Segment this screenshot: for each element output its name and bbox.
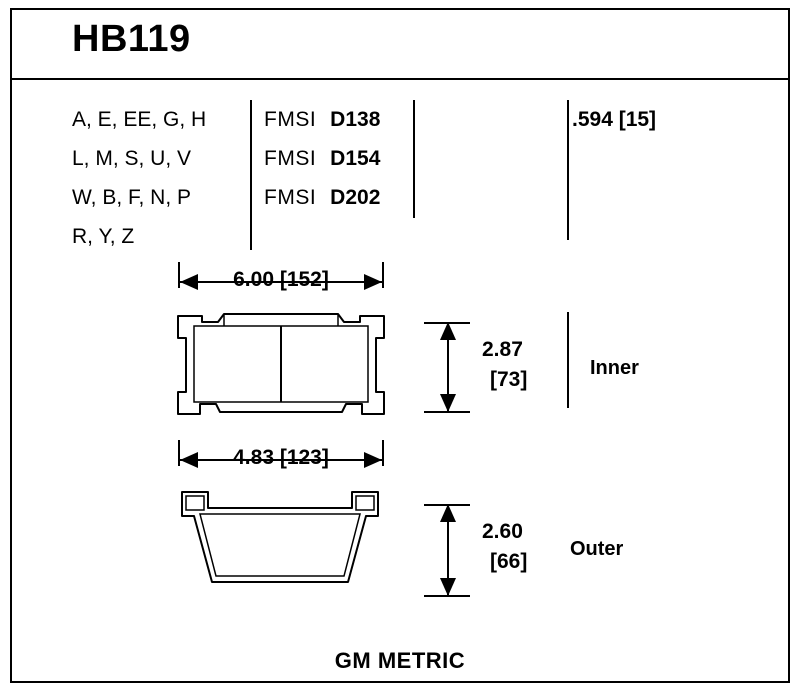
inner-height-arrow-down-icon [440, 394, 456, 412]
fmsi-code: D202 [330, 186, 381, 209]
outer-pad-drawing [170, 486, 390, 596]
inner-height-arrow-up-icon [440, 322, 456, 340]
fmsi-code: D154 [330, 147, 381, 170]
compound-row: R, Y, Z [72, 225, 135, 248]
inner-height-inches: 2.87 [482, 338, 523, 361]
outer-height-extension-top [424, 504, 470, 506]
outer-height-arrow-up-icon [440, 504, 456, 522]
fmsi-column [264, 100, 489, 217]
inner-width-tick-right [382, 262, 384, 288]
compound-row: L, M, S, U, V [72, 147, 192, 170]
part-number: HB119 [72, 18, 191, 60]
inner-height-extension-bottom [424, 411, 470, 413]
fmsi-row [264, 139, 489, 178]
outer-label: Outer [570, 538, 624, 560]
fmsi-code: D138 [330, 108, 381, 131]
outer-height-extension-bottom [424, 595, 470, 597]
spec-table [72, 100, 722, 260]
fmsi-label: FMSI [264, 186, 317, 209]
fmsi-row [264, 100, 489, 139]
inner-height-extension-top [424, 322, 470, 324]
inner-width-arrow-left-icon [180, 274, 198, 290]
inner-width-value: 6.00 [152] [233, 268, 329, 291]
inner-width-arrow-right-icon [364, 274, 382, 290]
compound-row: W, B, F, N, P [72, 186, 192, 209]
thickness-column [572, 100, 752, 139]
header-divider [12, 78, 788, 80]
fmsi-row [264, 178, 489, 217]
compound-row: A, E, EE, G, H [72, 108, 207, 131]
outer-width-value: 4.83 [123] [233, 446, 329, 469]
thickness-value: .594 [15] [572, 108, 657, 131]
outer-width-arrow-left-icon [180, 452, 198, 468]
outer-height-inches: 2.60 [482, 520, 523, 543]
fmsi-label: FMSI [264, 108, 317, 131]
outer-width-arrow-right-icon [364, 452, 382, 468]
outer-width-tick-right [382, 440, 384, 466]
inner-label-divider [567, 312, 569, 408]
inner-height-mm: [73] [490, 368, 528, 391]
outer-height-arrow-down-icon [440, 578, 456, 596]
fmsi-label: FMSI [264, 147, 317, 170]
inner-pad-drawing [166, 308, 396, 428]
outer-height-mm: [66] [490, 550, 528, 573]
compound-column [72, 100, 242, 256]
inner-label: Inner [590, 357, 639, 379]
footer-title: GM METRIC [334, 648, 466, 673]
